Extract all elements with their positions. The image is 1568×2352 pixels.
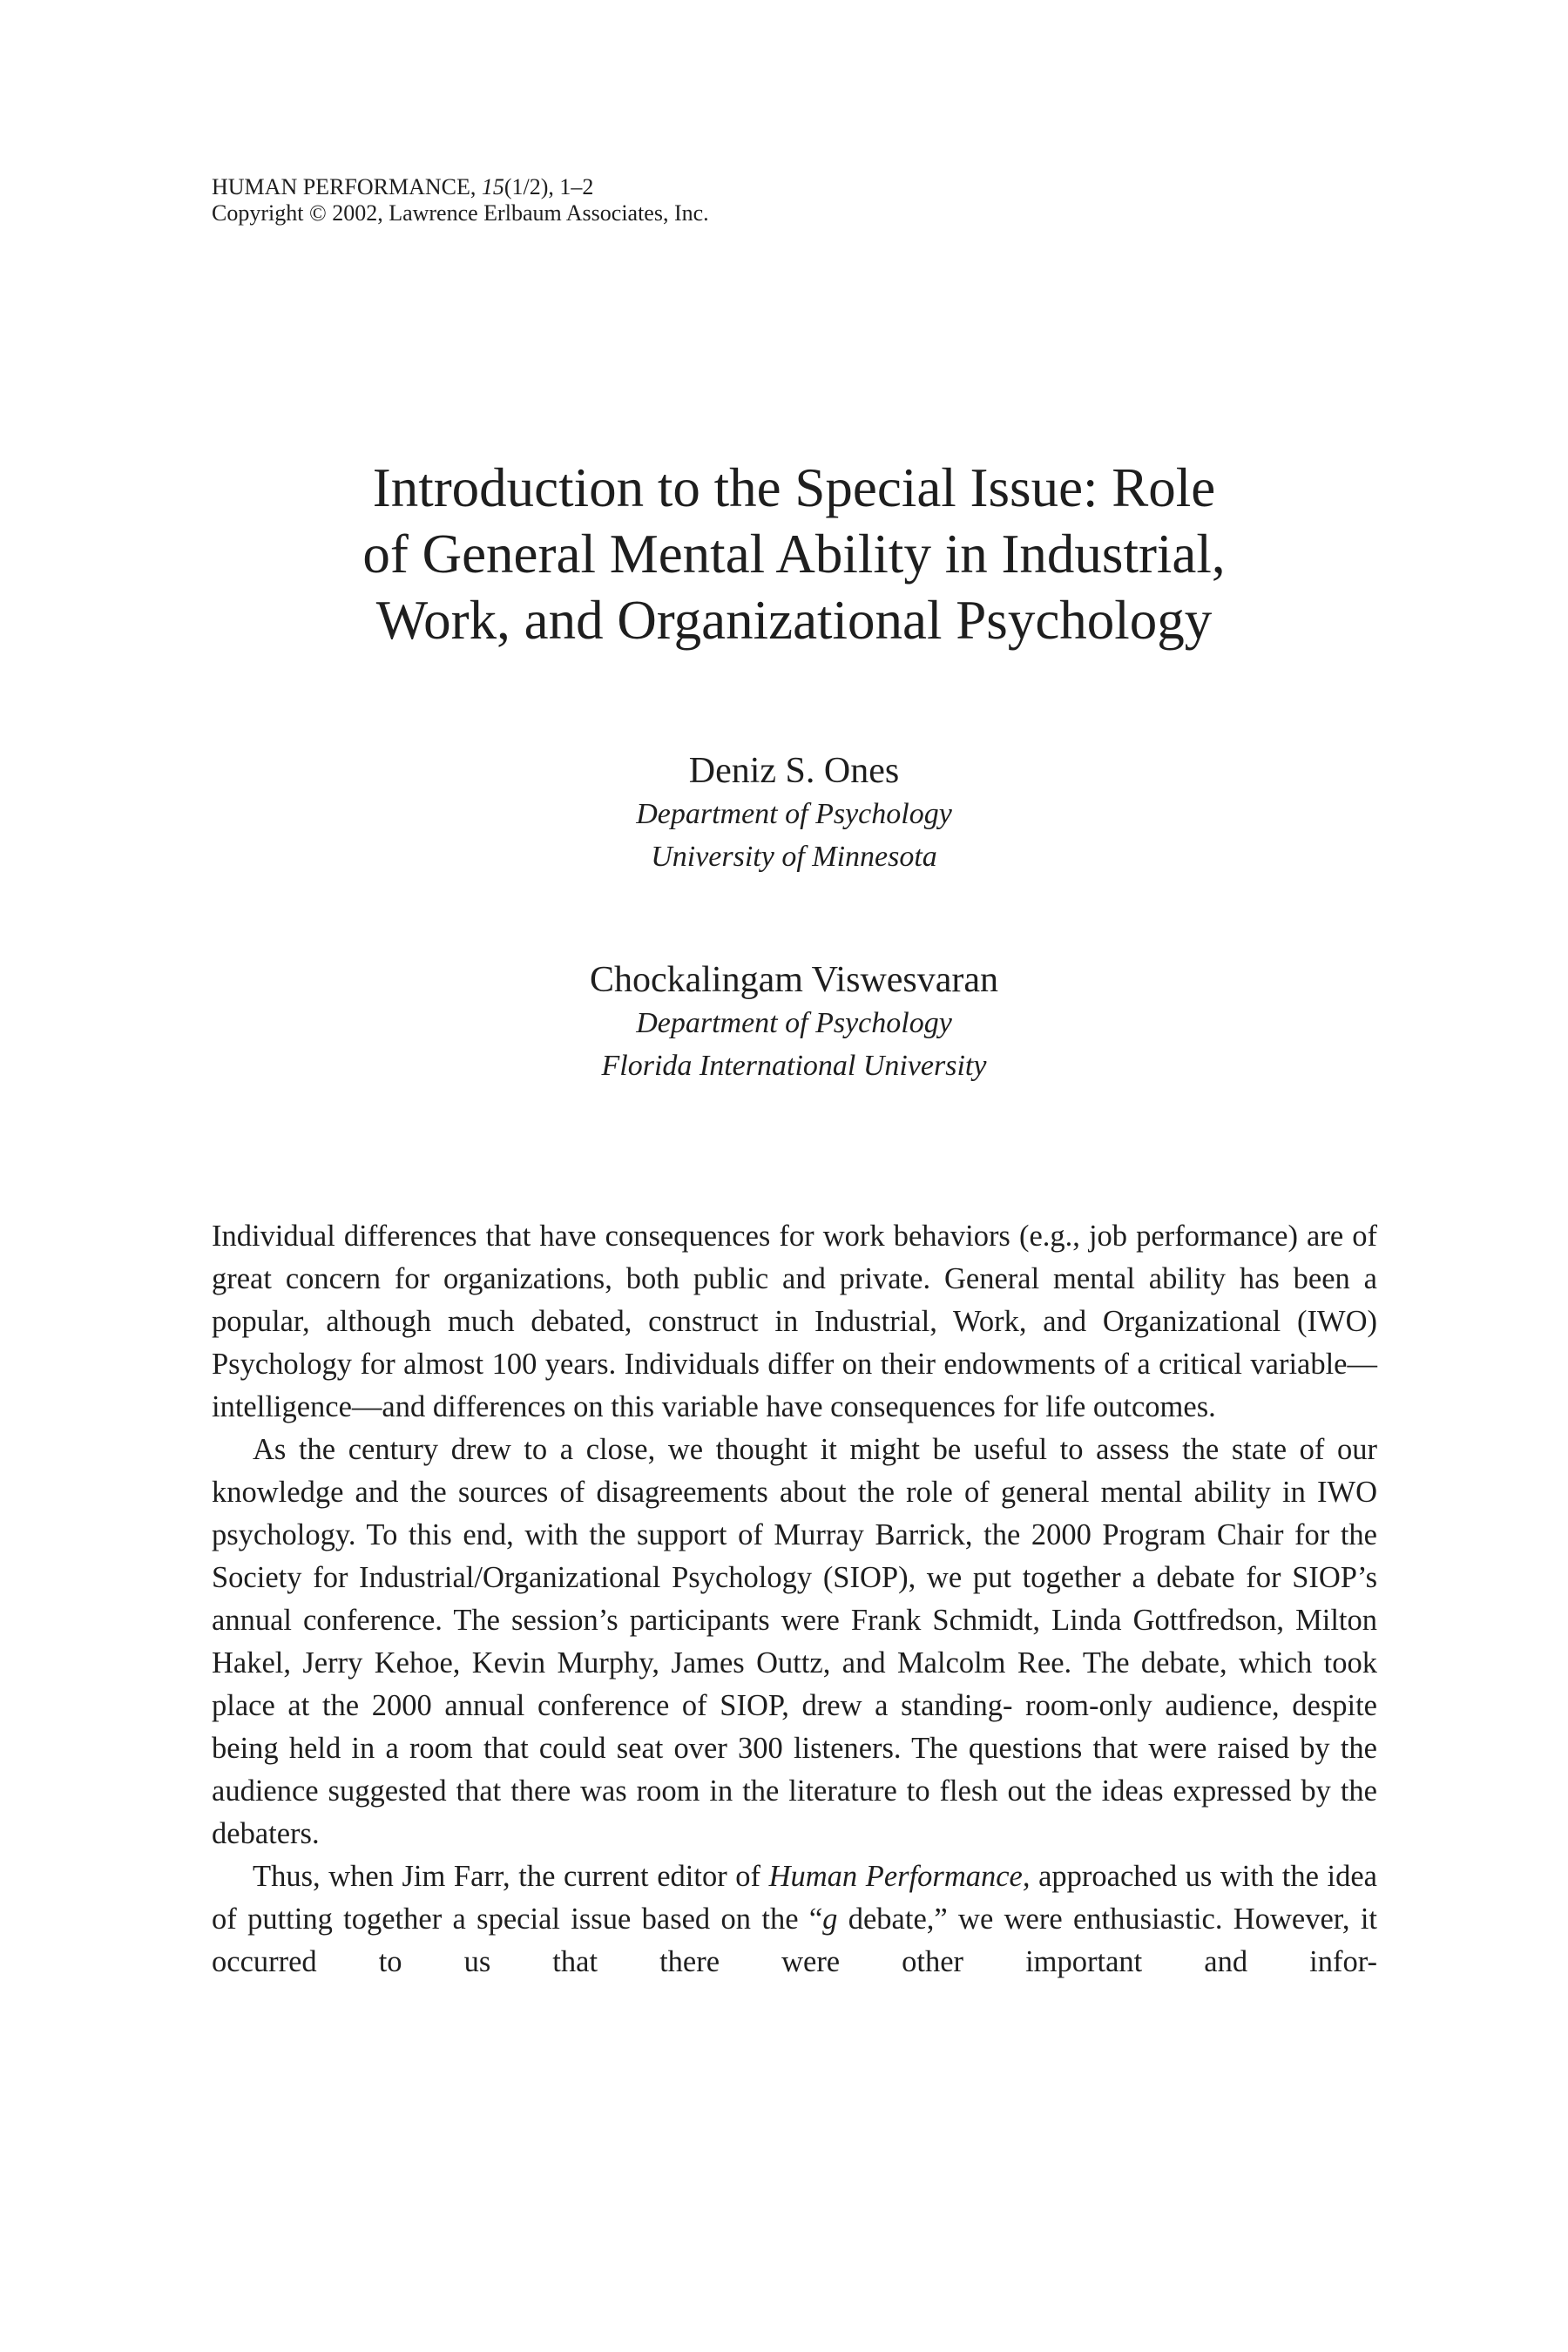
journal-name: HUMAN PERFORMANCE, [212, 174, 482, 199]
journal-citation [212, 174, 709, 200]
author-department: Department of Psychology [636, 798, 952, 830]
author-block [212, 958, 1376, 1087]
journal-issue-pages: (1/2), 1–2 [504, 174, 594, 199]
paragraph-text: approached us with the idea of putting together a special issue based on the “ [212, 1860, 1377, 1936]
running-header [212, 174, 709, 226]
body-paragraph [212, 1855, 1377, 1984]
author-name: Chockalingam Viswesvaran [589, 960, 999, 1000]
author-name: Deniz S. Ones [688, 751, 900, 791]
copyright-line: Copyright © 2002, Lawrence Erlbaum Associates, Inc. [212, 200, 709, 226]
body-paragraph: Individual differences that have consequences for work behaviors (e.g., job performance) are of great concern for organizations, both public and private. General mental ability has been a popular, although much debated, construct in Industrial, Work, and Organizational (IWO) Psychology for almost 100 years. Individuals differ on their endowments of a critical variable—intelligence—and differences on this variable have consequences for life outcomes. [212, 1220, 1377, 1423]
title-line: of General Mental Ability in Industrial, [362, 524, 1226, 585]
article-title [212, 455, 1376, 653]
author-department: Department of Psychology [636, 1007, 952, 1039]
author-institution: Florida International University [601, 1050, 987, 1082]
title-line: Work, and Organizational Psychology [375, 590, 1213, 651]
paragraph-text: debate,” we were enthusiastic. However, it occurred to us that there were other important and infor- [212, 1903, 1377, 1978]
author-institution: University of Minnesota [651, 841, 937, 873]
title-line: Introduction to the Special Issue: Role [372, 457, 1216, 518]
journal-volume: 15 [481, 174, 504, 199]
body-paragraph: As the century drew to a close, we thought it might be useful to assess the state of our knowledge and the sources of disagreements about the role of general mental ability in IWO psychology. To this end, with the support of Murray Barrick, the 2000 Program Chair for the Society for Industrial/Organizational Psychology (SIOP), we put together a debate for SIOP’s annual conference. The session’s participants were Frank Schmidt, Linda Gottfredson, Milton Hakel, Jerry Kehoe, Kevin Murphy, James Outtz, and Malcolm Ree. The debate, which took place at the 2000 annual conference of SIOP, drew a standing- room-only audience, despite being held in a room that could seat over 300 listeners. The questions that were raised by the audience suggested that there was room in the literature to flesh out the ideas expressed by the debaters. [212, 1433, 1377, 1850]
paragraph-text: Thus, when Jim Farr, the current editor of [253, 1860, 769, 1893]
g-symbol: g [822, 1903, 838, 1936]
article-body [212, 1215, 1377, 1984]
author-block [212, 749, 1376, 878]
journal-title-reference: Human Performance, [768, 1860, 1031, 1893]
